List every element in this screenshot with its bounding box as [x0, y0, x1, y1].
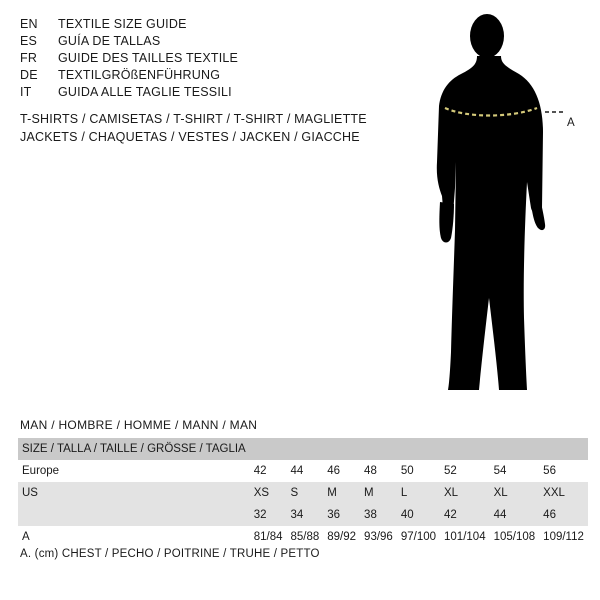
language-row — [20, 33, 390, 50]
category-line-tshirts: T-SHIRTS / CAMISETAS / T-SHIRT / T-SHIRT / MAGLIETTE — [20, 112, 367, 126]
cell: 38 — [364, 509, 377, 521]
cell: L — [400, 487, 408, 499]
cell: 32 — [253, 509, 267, 521]
language-code: EN — [20, 17, 38, 31]
cell: 105/108 — [493, 531, 536, 543]
cell: 85/88 — [290, 531, 320, 543]
language-text: TEXTILE SIZE GUIDE — [58, 17, 187, 31]
cell: 36 — [327, 509, 341, 521]
male-silhouette-icon — [415, 12, 600, 402]
table-title: MAN / HOMBRE / HOMME / MANN / MAN — [20, 418, 258, 432]
language-code: IT — [20, 85, 32, 99]
size-table — [18, 438, 588, 548]
cell: 44 — [493, 509, 507, 521]
language-row — [20, 50, 390, 67]
cell: 46 — [327, 465, 341, 477]
table-header-row — [18, 438, 588, 460]
cell: M — [364, 487, 374, 499]
cell: 52 — [444, 465, 457, 477]
row-label: US — [22, 487, 38, 499]
cell: 54 — [493, 465, 507, 477]
cell: S — [290, 487, 299, 499]
cell: 56 — [543, 465, 556, 477]
table-row — [18, 460, 588, 482]
cell: 48 — [364, 465, 377, 477]
language-header-block — [20, 16, 390, 101]
row-label: Europe — [22, 465, 60, 477]
table-row — [18, 482, 588, 504]
language-row — [20, 16, 390, 33]
cell: 101/104 — [444, 531, 486, 543]
cell: 109/112 — [543, 531, 584, 543]
language-text: TEXTILGRÖßENFÜHRUNG — [58, 68, 221, 82]
row-label: A — [22, 531, 30, 543]
cell: 46 — [543, 509, 556, 521]
language-text: GUÍA DE TALLAS — [58, 34, 161, 48]
row-label — [18, 504, 250, 526]
category-block — [20, 110, 440, 146]
footnote: A. (cm) CHEST / PECHO / POITRINE / TRUHE / PETTO — [20, 548, 320, 560]
cell: 89/92 — [327, 531, 357, 543]
cell: 97/100 — [400, 531, 437, 543]
measure-label-a: A — [567, 117, 575, 129]
cell: 44 — [290, 465, 304, 477]
language-row — [20, 67, 390, 84]
category-line-jackets: JACKETS / CHAQUETAS / VESTES / JACKEN / GIACCHE — [20, 130, 360, 144]
cell: XS — [253, 487, 270, 499]
cell: XL — [493, 487, 508, 499]
cell: 42 — [253, 465, 267, 477]
cell: 81/84 — [253, 531, 283, 543]
cell: XXL — [543, 487, 565, 499]
cell: 42 — [444, 509, 457, 521]
cell: 34 — [290, 509, 304, 521]
cell: M — [327, 487, 337, 499]
cell: 93/96 — [364, 531, 393, 543]
language-code: ES — [20, 34, 38, 48]
language-row — [20, 84, 390, 101]
table-row — [18, 504, 588, 526]
body-figure — [415, 12, 600, 402]
table-header-label: SIZE / TALLA / TAILLE / GRÖSSE / TAGLIA — [22, 443, 246, 455]
table-row — [18, 526, 588, 548]
size-table-block — [18, 418, 584, 548]
cell: 40 — [400, 509, 414, 521]
cell: XL — [444, 487, 459, 499]
language-code: DE — [20, 68, 38, 82]
language-code: FR — [20, 51, 38, 65]
language-text: GUIDA ALLE TAGLIE TESSILI — [58, 85, 232, 99]
cell: 50 — [400, 465, 414, 477]
language-text: GUIDE DES TAILLES TEXTILE — [58, 51, 239, 65]
